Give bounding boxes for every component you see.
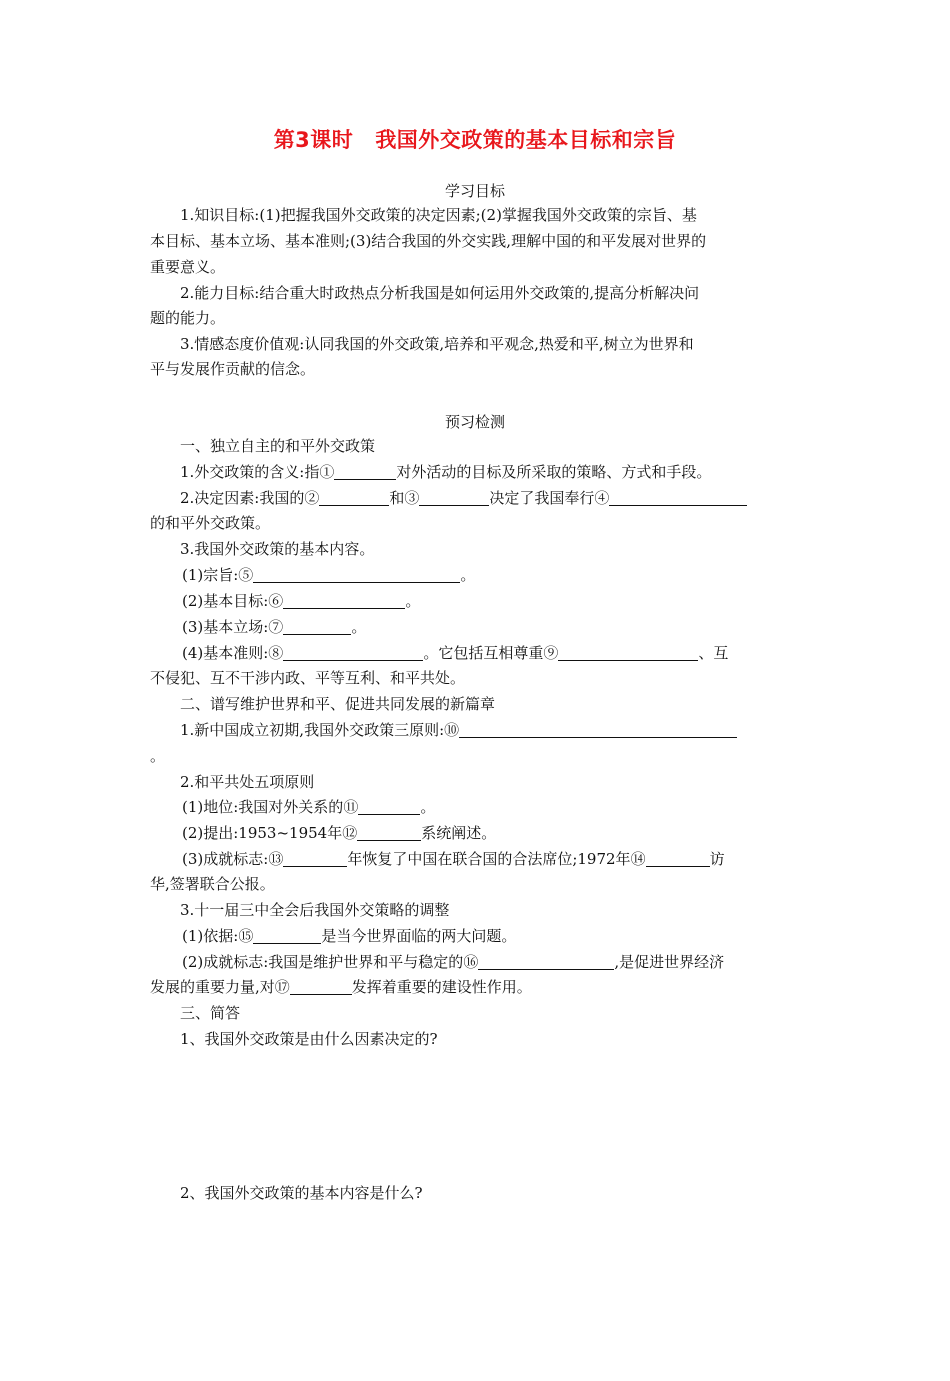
fill-blank-2[interactable] xyxy=(319,489,389,506)
question-1-3-1: (1)宗旨:⑤ 。 xyxy=(182,566,476,584)
objective-2-line-1: 2.能力目标:结合重大时政热点分析我国是如何运用外交政策的,提高分析解决问 xyxy=(180,284,700,302)
lesson-title: 我国外交政策的基本目标和宗旨 xyxy=(375,128,677,152)
objective-2-line-2: 题的能力。 xyxy=(150,309,226,327)
fill-blank-14[interactable] xyxy=(646,850,710,867)
short-answer-1: 1、我国外交政策是由什么因素决定的? xyxy=(180,1030,438,1048)
fill-blank-10[interactable] xyxy=(459,721,737,738)
fill-blank-13[interactable] xyxy=(283,850,347,867)
fill-blank-15[interactable] xyxy=(253,927,321,944)
fill-blank-9[interactable] xyxy=(558,644,698,661)
fill-blank-3[interactable] xyxy=(419,489,489,506)
question-2-3-1: (1)依据:⑮ 是当今世界面临的两大问题。 xyxy=(182,927,517,945)
question-2-2-1: (1)地位:我国对外关系的⑪ 。 xyxy=(182,798,436,816)
fill-blank-11[interactable] xyxy=(358,798,420,815)
fill-blank-16[interactable] xyxy=(478,953,614,970)
fill-blank-4[interactable] xyxy=(609,489,747,506)
section-1-title: 一、独立自主的和平外交政策 xyxy=(180,437,376,455)
objective-1-line-3: 重要意义。 xyxy=(150,258,226,276)
fill-blank-1[interactable] xyxy=(334,463,396,480)
question-2-2-title: 2.和平共处五项原则 xyxy=(180,773,315,791)
fill-blank-7[interactable] xyxy=(283,618,351,635)
fill-blank-17[interactable] xyxy=(290,978,352,995)
objective-3-line-1: 3.情感态度价值观:认同我国的外交政策,培养和平观念,热爱和平,树立为世界和 xyxy=(180,335,694,353)
question-2-3-title: 3.十一届三中全会后我国外交策略的调整 xyxy=(180,901,450,919)
question-2-1: 1.新中国成立初期,我国外交政策三原则:⑩ xyxy=(180,720,737,740)
preview-heading: 预习检测 xyxy=(444,413,505,431)
question-2-2-2: (2)提出:1953~1954年⑫ 系统阐述。 xyxy=(182,824,497,842)
fill-blank-12[interactable] xyxy=(357,824,421,841)
fill-blank-8[interactable] xyxy=(283,644,423,661)
fill-blank-5[interactable] xyxy=(253,566,460,583)
fill-blank-6[interactable] xyxy=(283,592,405,609)
question-2-2-3-cont: 华,签署联合公报。 xyxy=(150,875,275,893)
question-2-3-2: (2)成就标志:我国是维护世界和平与稳定的⑯ ,是促进世界经济 xyxy=(182,953,725,971)
question-1-3-2: (2)基本目标:⑥ 。 xyxy=(182,592,421,610)
question-2-2-3: (3)成就标志:⑬ 年恢复了中国在联合国的合法席位;1972年⑭ 访 xyxy=(182,850,725,868)
page-title xyxy=(0,124,950,154)
lesson-number: 第3课时 xyxy=(273,128,354,152)
question-1-3-title: 3.我国外交政策的基本内容。 xyxy=(180,540,375,558)
objectives-heading: 学习目标 xyxy=(444,182,505,200)
section-2-title: 二、谱写维护世界和平、促进共同发展的新篇章 xyxy=(180,695,496,713)
question-2-3-2-cont: 发展的重要力量,对⑰ 发挥着重要的建设性作用。 xyxy=(150,978,532,996)
section-3-title: 三、简答 xyxy=(180,1004,241,1022)
objective-1-line-1: 1.知识目标:(1)把握我国外交政策的决定因素;(2)掌握我国外交政策的宗旨、基 xyxy=(180,206,697,224)
question-1-2: 2.决定因素:我国的② 和③ 决定了我国奉行④ xyxy=(180,488,747,508)
question-1-3-4: (4)基本准则:⑧ 。它包括互相尊重⑨ 、互 xyxy=(182,644,729,662)
objective-1-line-2: 本目标、基本立场、基本准则;(3)结合我国的外交实践,理解中国的和平发展对世界的 xyxy=(150,232,707,250)
question-2-1-cont: 。 xyxy=(150,747,166,765)
question-1-1: 1.外交政策的含义:指① 对外活动的目标及所采取的策略、方式和手段。 xyxy=(180,463,712,481)
short-answer-2: 2、我国外交政策的基本内容是什么? xyxy=(180,1184,423,1202)
question-1-3-3: (3)基本立场:⑦ 。 xyxy=(182,618,367,636)
question-1-3-4-cont: 不侵犯、互不干涉内政、平等互利、和平共处。 xyxy=(150,669,466,687)
objective-3-line-2: 平与发展作贡献的信念。 xyxy=(150,360,316,378)
question-1-2-cont: 的和平外交政策。 xyxy=(150,514,271,532)
